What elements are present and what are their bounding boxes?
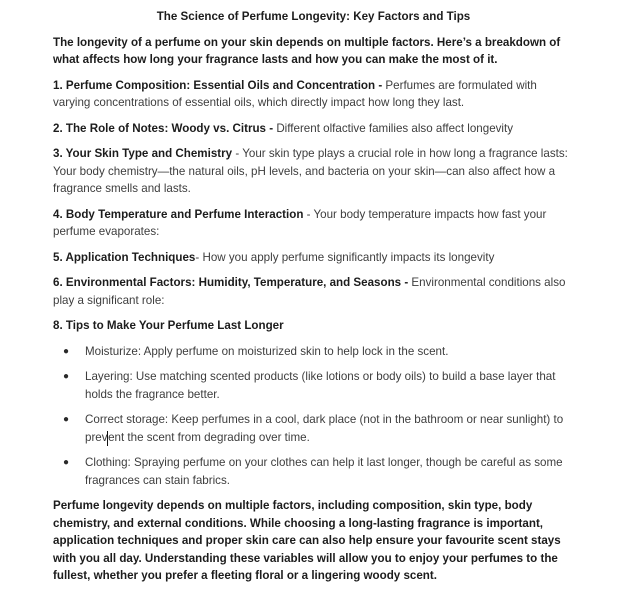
section-2-body: Different olfactive families also affect longevity: [276, 121, 514, 135]
tip-item-clothing: [63, 454, 574, 489]
bullet-icon: ●: [63, 457, 70, 469]
section-6-body: Environmental conditions also play a significant role:: [53, 276, 566, 307]
bullet-icon: ●: [63, 345, 70, 357]
section-2-heading: 2. The Role of Notes: Woody vs. Citrus -: [53, 121, 277, 135]
tip-text: Clothing: Spraying perfume on your clothes can help it last longer, though be careful as some fragrances can stain fabrics.: [85, 456, 563, 487]
section-2: [53, 120, 574, 137]
conclusion-paragraph: Perfume longevity depends on multiple factors, including composition, skin type, body chemistry, and external conditions. While choosing a long-lasting fragrance is important, application techniques and proper skin care can also help ensure your favourite scent stays with you all day. Understanding these variables will allow you to enjoy your perfumes to the fullest, whether you prefer a fleeting floral or a lingering woody scent.: [53, 499, 561, 582]
section-5-body: - How you apply perfume significantly impacts its longevity: [195, 250, 495, 264]
bullet-icon: ●: [63, 371, 70, 383]
tip-text: Moisturize: Apply perfume on moisturized skin to help lock in the scent.: [85, 344, 449, 358]
section-1-body: Perfumes are formulated with varying concentrations of essential oils, which directly impact how long they last.: [53, 78, 537, 109]
section-6: [53, 274, 574, 309]
tip-text-before-caret: Correct storage: Keep perfumes in a cool, dark place (not in the bathroom or near sunlight) to prev: [85, 413, 564, 444]
tips-list: [53, 343, 574, 489]
tip-text: Layering: Use matching scented products (like lotions or body oils) to build a base layer that holds the fragrance better.: [85, 370, 556, 401]
section-3: [53, 145, 574, 197]
document-title: The Science of Perfume Longevity: Key Factors and Tips: [156, 10, 471, 23]
text-cursor: [107, 431, 108, 446]
section-4-heading: 4. Body Temperature and Perfume Interaction: [53, 207, 307, 221]
intro-paragraph: The longevity of a perfume on your skin depends on multiple factors. Here’s a breakdown of what affects how long your fragrance lasts and how you can make the most of it.: [53, 35, 561, 66]
bullet-icon: ●: [63, 414, 70, 426]
tip-item-layering: [63, 368, 574, 403]
tip-item-moisturize: [63, 343, 574, 360]
section-4: [53, 206, 574, 241]
tips-heading: 8. Tips to Make Your Perfume Last Longer: [53, 319, 284, 333]
section-3-body: - Your skin type plays a crucial role in how long a fragrance lasts: Your body chemistry—the natural oils, pH levels, and bacteria on your skin—can also affect how a fragrance smells and lasts.: [53, 147, 568, 195]
section-1: [53, 77, 574, 112]
tip-item-storage: [63, 411, 574, 446]
section-5-heading: 5. Application Techniques: [53, 250, 196, 264]
section-6-heading: 6. Environmental Factors: Humidity, Temperature, and Seasons -: [53, 276, 412, 290]
tip-text-after-caret: ent the scent from degrading over time.: [108, 430, 310, 444]
section-5: [53, 249, 574, 266]
section-4-body: - Your body temperature impacts how fast your perfume evaporates:: [53, 207, 547, 238]
section-3-heading: 3. Your Skin Type and Chemistry: [53, 147, 236, 161]
section-1-heading: 1. Perfume Composition: Essential Oils and Concentration -: [53, 78, 386, 92]
